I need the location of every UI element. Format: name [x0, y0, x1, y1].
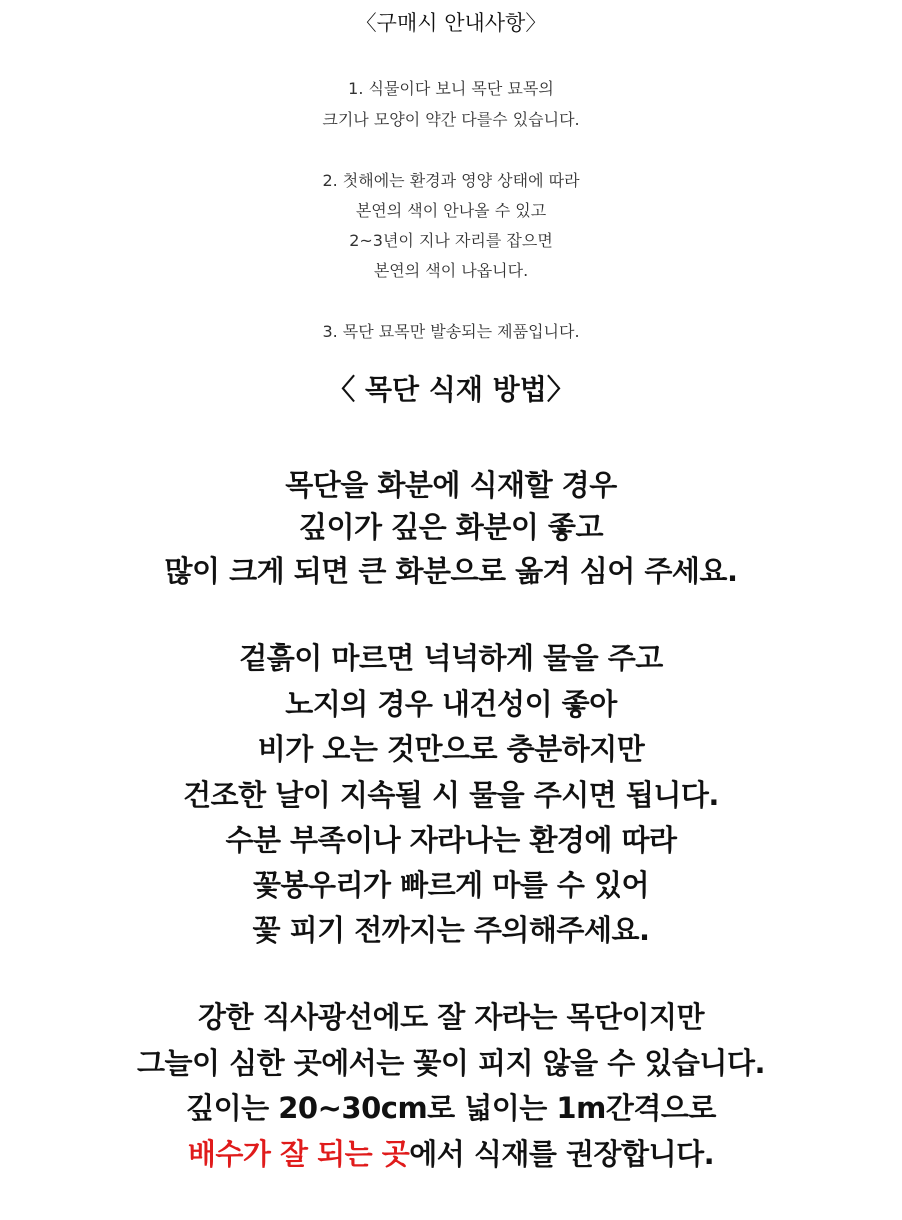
notice-line-2: 크기나 모양이 약간 다를수 있습니다. [322, 110, 580, 129]
planting-line-13: 깊이는 20~30cm로 넓이는 1m간격으로 [186, 1091, 716, 1125]
planting-line-9: 꽃봉우리가 빠르게 마를 수 있어 [252, 868, 650, 902]
notice-line-7: 3. 목단 묘목만 발송되는 제품입니다. [322, 322, 580, 341]
planting-line-2: 깊이가 깊은 화분이 좋고 [299, 510, 603, 544]
notice-line-1: 1. 식물이다 보니 목단 묘목의 [348, 79, 554, 98]
planting-line-14-rest: 에서 식재를 권장합니다. [409, 1137, 715, 1171]
planting-line-6: 비가 오는 것만으로 충분하지만 [257, 732, 645, 766]
planting-line-8: 수분 부족이나 자라나는 환경에 따라 [225, 823, 677, 857]
planting-line-5: 노지의 경우 내건성이 좋아 [285, 687, 617, 721]
planting-line-1: 목단을 화분에 식재할 경우 [285, 468, 617, 502]
notice-line-6: 본연의 색이 나옵니다. [373, 261, 529, 280]
drainage-highlight: 배수가 잘 되는 곳 [187, 1137, 410, 1171]
notice-line-4: 본연의 색이 안나올 수 있고 [355, 201, 547, 220]
planting-line-11: 강한 직사광선에도 잘 자라는 목단이지만 [197, 1000, 705, 1034]
planting-method-title: 〈 목단 식재 방법〉 [327, 373, 575, 406]
planting-line-7: 건조한 날이 지속될 시 물을 주시면 됩니다. [183, 778, 719, 812]
planting-line-4: 겉흙이 마르면 넉넉하게 물을 주고 [239, 641, 663, 675]
notice-line-5: 2~3년이 지나 자리를 잡으면 [349, 231, 553, 250]
planting-line-10: 꽃 피기 전까지는 주의해주세요. [252, 913, 650, 947]
purchase-notice-title: 〈구매시 안내사항〉 [355, 11, 547, 35]
planting-line-3: 많이 크게 되면 큰 화분으로 옮겨 심어 주세요. [164, 554, 738, 588]
planting-line-12: 그늘이 심한 곳에서는 꽃이 피지 않을 수 있습니다. [137, 1046, 765, 1080]
planting-line-14 [0, 1134, 902, 1174]
notice-line-3: 2. 첫해에는 환경과 영양 상태에 따라 [322, 171, 580, 190]
